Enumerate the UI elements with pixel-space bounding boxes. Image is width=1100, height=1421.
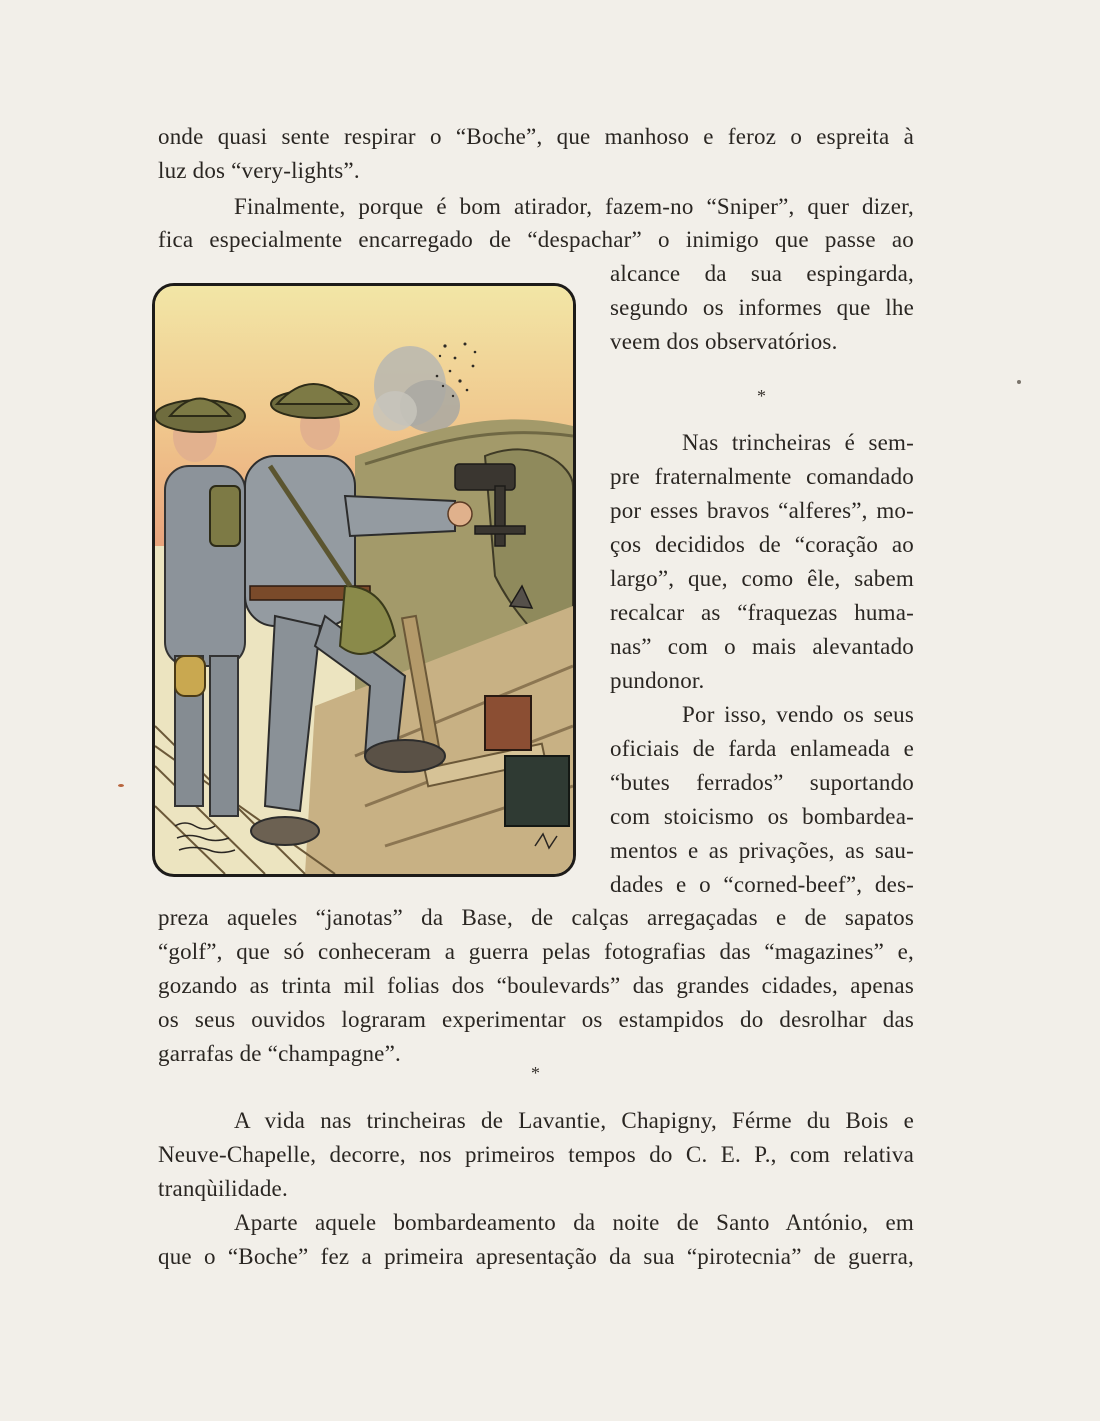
text-line: Nas trincheiras é sem- [682, 430, 914, 455]
text-line: oficiais de farda enlameada e [610, 736, 914, 761]
section-separator: * [757, 386, 766, 406]
text-line: nas” com o mais alevantado [610, 634, 914, 659]
text-line: veem dos observatórios. [610, 329, 838, 354]
text-line: por esses bravos “alferes”, mo- [610, 498, 914, 523]
text-line: dades e o “corned-beef”, des- [610, 872, 914, 897]
text-line: preza aqueles “janotas” da Base, de calças arregaçadas e de sapatos [158, 905, 914, 930]
ammo-box [485, 696, 531, 750]
paper-speck [118, 784, 124, 787]
paper-speck [1017, 380, 1021, 384]
text-line: os seus ouvidos lograram experimentar os estampidos do desrolhar das [158, 1007, 914, 1032]
text-line: alcance da sua espingarda, [610, 261, 914, 286]
text-line: pre fraternalmente comandado [610, 464, 914, 489]
text-line: Aparte aquele bombardeamento da noite de Santo António, em [234, 1210, 914, 1235]
text-line: garrafas de “champagne”. [158, 1041, 401, 1066]
text-line: “golf”, que só conheceram a guerra pelas fotografias das “magazines” e, [158, 939, 914, 964]
text-line: Neuve-Chapelle, decorre, nos primeiros tempos do C. E. P., com relativa [158, 1142, 914, 1167]
ammo-box [505, 756, 569, 826]
text-line: luz dos “very-lights”. [158, 158, 360, 183]
text-line: “butes ferrados” suportando [610, 770, 914, 795]
text-line: Por isso, vendo os seus [682, 702, 914, 727]
text-line: gozando as trinta mil folias dos “boulevards” das grandes cidades, apenas [158, 973, 914, 998]
text-line: tranqùilidade. [158, 1176, 288, 1201]
text-line: fica especialmente encarregado de “despachar” o inimigo que passe ao [158, 227, 914, 252]
text-line: pundonor. [610, 668, 705, 693]
text-line: segundo os informes que lhe [610, 295, 914, 320]
text-line: mentos e as privações, as sau- [610, 838, 914, 863]
text-line: ços decididos de “coração ao [610, 532, 914, 557]
text-line: recalcar as “fraquezas huma- [610, 600, 914, 625]
text-line: largo”, que, como êle, sabem [610, 566, 914, 591]
text-line: Finalmente, porque é bom atirador, fazem-no “Sniper”, quer dizer, [234, 194, 914, 219]
text-line: A vida nas trincheiras de Lavantie, Chapigny, Férme du Bois e [234, 1108, 914, 1133]
text-line: onde quasi sente respirar o “Boche”, que manhoso e feroz o espreita à [158, 124, 914, 149]
text-line: que o “Boche” fez a primeira apresentação da sua “pirotecnia” de guerra, [158, 1244, 914, 1269]
text-line: com stoicismo os bombardea- [610, 804, 914, 829]
trench-illustration [152, 283, 576, 877]
section-separator: * [531, 1063, 540, 1083]
